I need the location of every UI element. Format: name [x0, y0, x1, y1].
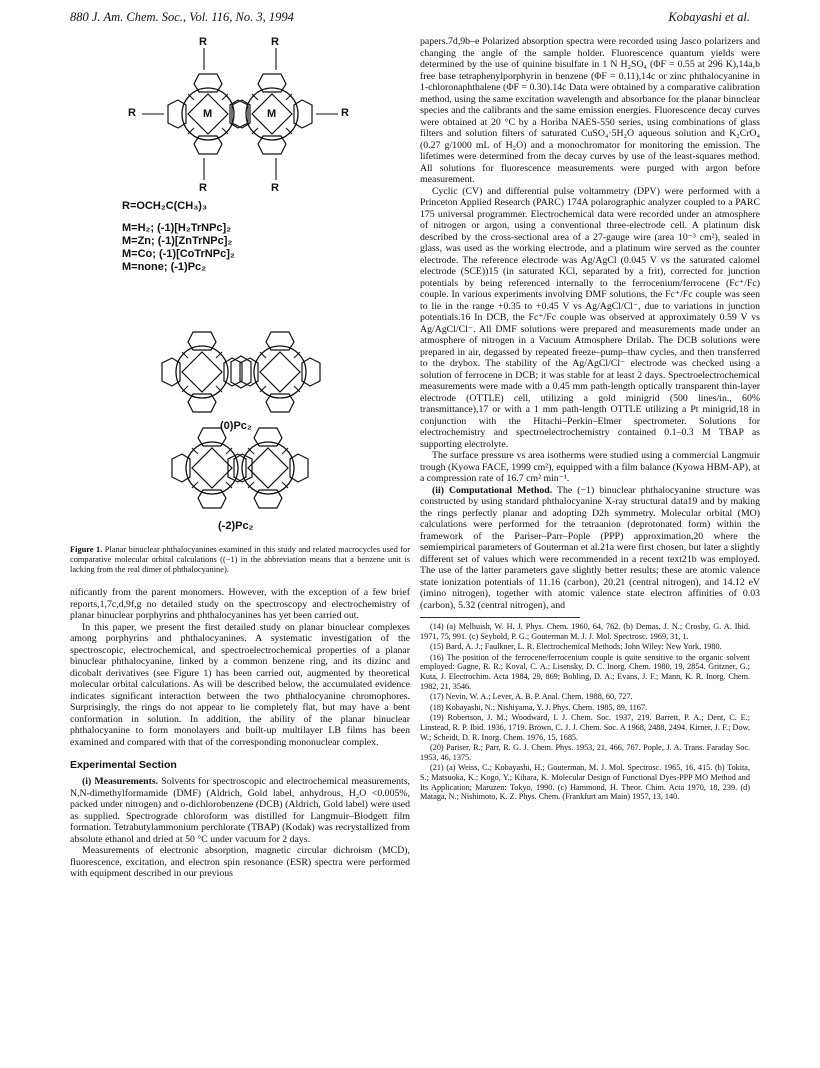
- subsection-measurements: (i) Measurements.: [82, 776, 159, 788]
- substituent-r-right: R: [341, 107, 349, 119]
- substituent-definition: R=OCH₂C(CH₃)₃: [122, 200, 208, 212]
- structure-minus1: [142, 48, 338, 180]
- running-authors: Kobayashi et al.: [668, 10, 750, 24]
- reference-16: (16) The position of the ferrocene/ferrocenium couple is quite sensitive to the organic solvent employed: Gagne, R. R.; Koval, C. A.; Lisensky, D. C. Inorg. Chem. 1980, 19, 2854. Gritzner, G.; Kuta, J. Electrochim. Acta 1984, 29, 869; Bohling, D. A.; Evans, J. F.; Mann, K. R. Inorg. Chem. 1982, 21, 3546.: [420, 652, 750, 691]
- reference-14: (14) (a) Melhuish, W. H. J. Phys. Chem. 1960, 64, 762. (b) Demas, J. N.; Crosby, G. A. Ibid. 1971, 75, 991. (c) Seybold, P. G.; Gouterman M. J. J. Mol. Spectrosc. 1969, 31, 1.: [420, 622, 750, 641]
- reference-20: (20) Pariser, R.; Parr, R. G. J. Chem. Phys. 1953, 21, 466, 767. Pople, J. A. Trans. Faraday Soc. 1953, 46, 1375.: [420, 743, 750, 762]
- reference-15: (15) Bard, A. J.; Faulkner, L. R. Electrochemical Methods; John Wiley: New York, 1980.: [430, 642, 722, 652]
- molecule-structures: [70, 36, 410, 541]
- left-paragraph-4: Measurements of electronic absorption, magnetic circular dichroism (MCD), fluorescence, excitation, and electron spin resonance (ESR) spectra were performed with equipment described in our previous: [70, 845, 410, 880]
- figure-1: [70, 36, 410, 541]
- substituent-r-bottom-right: R: [271, 182, 279, 194]
- left-paragraph-1: nificantly from the parent monomers. However, with the exception of a few brief reports,1,7c,d,9f,g no detailed study on the spectroscopy and electrochemistry of planar binuclear porphyrins and phthalocyanines has yet been carried out.: [70, 587, 410, 621]
- running-header: [70, 10, 750, 28]
- caption-text: Planar binuclear phthalocyanines examined in this study and related macrocycles used for comparative molecular orbital calculations ((−1) in the abbreviation means that a benzene unit is lacking from the real dimer of phthalocyanine).: [70, 545, 411, 574]
- substituent-r-left: R: [128, 107, 136, 119]
- reference-17: (17) Nevin, W. A.; Lever, A. B. P. Anal. Chem. 1988, 60, 727.: [430, 692, 633, 702]
- metal-label-right: M: [267, 108, 277, 120]
- substituent-r-top-left: R: [199, 36, 207, 48]
- caption-label: Figure 1.: [70, 545, 103, 554]
- compound-h2: M=H₂; (-1)[H₂TrNPc]₂: [122, 222, 232, 234]
- label-zero-pc2: (0)Pc₂: [220, 420, 252, 432]
- footnote-references: [420, 617, 750, 802]
- right-paragraph-1: papers.7d,9b–e Polarized absorption spectra were recorded using Jasco polarizers and changing the angle of the sample holder. Fluorescence quantum yields were determined by the use of quinine bisulfate in 1 N H₂SO₄ (ΦF = 0.55 at 296 K),14a,b free base tetraphenylporphyrin in benzene (ΦF = 0.11),14c or zinc phthalocyanine in 1-chloronaphthalene (ΦF = 0.30).14c Data were obtained by a comparative calibration method, using the same excitation wavelength and absorbance for the planar binuclear species and the calibrants and the same emission energies. Fluorescence decay curves were obtained at 20 °C by a Horiba NAES-550 series, using combinations of glass filters and solution filters of saturated CuSO₄·5H₂O aqueous solution and K₂CrO₄ (0.27 g/1000 mL of H₂O) and a monochromator for monitoring the emission. The lifetimes were determined from the decay curves by use of the least-squares method. All solutions for fluorescence measurements were purged with argon before measurement.: [420, 36, 760, 185]
- right-paragraph-3: The surface pressure vs area isotherms were studied using a commercial Langmuir trough (Kyowa FACE, 1999 cm²), equipped with a film balance (Kyowa HBM-AP), at a compression rate of 16.7 cm² min⁻¹.: [420, 450, 760, 484]
- reference-19: (19) Robertson, J. M.; Woodward, I. J. Chem. Soc. 1937, 219. Barrett, P. A.; Dent, C. E.; Linstead, R. P. Ibid. 1936, 1719. Brown, C. J. J. Chem. Soc. A 1968, 2488, 2494. Kirner, J. F.; Dow, W.; Scheidt, D. R. Inorg. Chem. 1976, 15, 1685.: [420, 713, 750, 742]
- structure-minus2: [172, 428, 308, 508]
- left-paragraph-2: In this paper, we present the first detailed study on planar binuclear complexes among porphyrins and phthalocyanines. A systematic investigation of the spectroscopic, electrochemical, and spectroelectrochemical properties of a planar binuclear phthalocyanine, linked by a common benzene ring, and its dizinc and dicobalt derivatives (see Figure 1) has been carried out, augmented by theoretical molecular orbital calculations. As will be described below, the accumulated evidence indicates significant interaction between the two phthalocyanine chromophores. Surprisingly, the rings do not appear to lie completely flat, but may have a bent conformation in solution. In addition, the ability of the planar binuclear phthalocyanine to form monolayers and built-up multilayer LB films has been examined and compared with that of the corresponding mononuclear complex.: [70, 621, 410, 748]
- subsection-computational: (ii) Computational Method.: [432, 484, 553, 496]
- section-heading: Experimental Section: [70, 759, 177, 771]
- compound-co: M=Co; (-1)[CoTrNPc]₂: [122, 248, 235, 260]
- substituent-r-bottom-left: R: [199, 182, 207, 194]
- label-minus2-pc2: (-2)Pc₂: [218, 520, 254, 532]
- left-paragraph-3: (i) Measurements. Solvents for spectroscopic and electrochemical measurements, N,N-dimethylformamide (DMF) (Aldrich, Gold label, anhydrous, H₂O <0.005%, packed under nitrogen) and o-dichlorobenzene (DCB) (Aldrich, Gold label) were used as supplied. Spectrograde chloroform was distilled for Langmuir–Blodgett film formation. Tetrabutylammonium perchlorate (TBAP) (Kodak) was recrystallized from absolute ethanol and dried at 50 °C under vacuum for 2 days.: [70, 776, 411, 845]
- right-paragraph-4: (ii) Computational Method. The (−1) binuclear phthalocyanine structure was constructed by using standard phthalocyanine X-ray structural data19 and by making the rings perfectly planar and adopting D2h symmetry. Molecular orbital (MO) calculations were performed for the tetraanion (deprotonated form) within the framework of the Pariser–Parr–Pople (PPP) approximation,20 where the semiempirical parameters of Gouterman et al.21a were first chosen, but later a slightly different set of values which were recommended in a recent text21b was employed. The use of the latter parameters gave slightly better results; these are atomic valence state ionization potentials of 11.16 (carbon), 20.21 (central nitrogen), and 14.12 eV (imino nitrogen), together with atomic valence state electron affinities of 0.03 (carbon), 5.32 (central nitrogen), and: [420, 484, 760, 611]
- figure-caption: [70, 545, 410, 575]
- left-column: [70, 36, 410, 880]
- compound-none: M=none; (-1)Pc₂: [122, 261, 207, 273]
- right-column: [420, 36, 760, 803]
- journal-citation: 880 J. Am. Chem. Soc., Vol. 116, No. 3, 1994: [70, 10, 294, 24]
- metal-label-left: M: [203, 108, 213, 120]
- reference-18: (18) Kobayashi, N.; Nishiyama, Y. J. Phys. Chem. 1985, 89, 1167.: [430, 702, 648, 712]
- substituent-r-top-right: R: [271, 36, 279, 48]
- structure-zero: [162, 332, 320, 412]
- compound-zn: M=Zn; (-1)[ZnTrNPc]₂: [122, 235, 233, 247]
- right-paragraph-2: Cyclic (CV) and differential pulse voltammetry (DPV) were performed with a Princeton Applied Research (PARC) 174A polarographic analyzer coupled to a PARC 175 universal programmer. Electrochemical data were recorded under an atmosphere of nitrogen or argon, using a conventional three-electrode cell. A platinum disk described by the cross-sectional area of a 27-gauge wire (area 10⁻³ cm²), sealed in glass, was used as the working electrode, and a platinum wire served as the counter electrode. The reference electrode was Ag/AgCl (0.045 V vs the saturated calomel electrode (SCE))15 (in saturated KCl, separated by a frit), corrected for junction potentials by being referenced internally to the ferrocenium/ferrocene (Fc⁺/Fc) couple. In various experiments involving DMF solutions, the Fc⁺/Fc couple was seen to lie in the range +0.35 to +0.45 V vs Ag/AgCl/Cl⁻, due to variations in junction potentials.16 In DCB, the Fc⁺/Fc couple was observed at approximately 0.59 V vs Ag/AgCl/Cl⁻. All DMF solutions were prepared and measurements made under an atmosphere of nitrogen in a Vacuum Atmosphere Drilab. The DCB solutions were prepared in air, degassed by repeated freeze–pump–thaw cycles, and then transferred to the drybox. The stability of the Ag/AgCl/Cl⁻ electrode was checked using a solution of ferrocene in DCB; it was stable for at least 2 days. Spectroelectrochemical measurements were made with a 0.45 mm path-length optically transparent thin-layer electrode (OTTLE) cell, utilizing a gold minigrid (500 lines/in., 60% transmittance),17 or with a 1 mm path-length OTTLE utilizing a Pt minigrid,18 in conjunction with the Hitachi–Perkin–Elmer spectrometer. Solutions for electrochemistry and spectroelectrochemistry contained 0.1–0.3 M TBAP as supporting electrolyte.: [420, 185, 760, 450]
- reference-21: (21) (a) Weiss, C.; Kobayashi, H.; Gouterman, M. J. Mol. Spectrosc. 1965, 16, 415. (b) Tokita, S.; Matsuoka, K.; Kogo, Y.; Kihara, K. Molecular Design of Functional Dyes-PPP MO Method and Its Application; Maruzen: Tokyo, 1990. (c) Hammond, H. Theor. Chim. Acta 1970, 18, 239. (d) Mataga, N.; Nishimoto, K. Z. Phys. Chem. (Frankfurt am Main) 1957, 13, 140.: [420, 763, 750, 802]
